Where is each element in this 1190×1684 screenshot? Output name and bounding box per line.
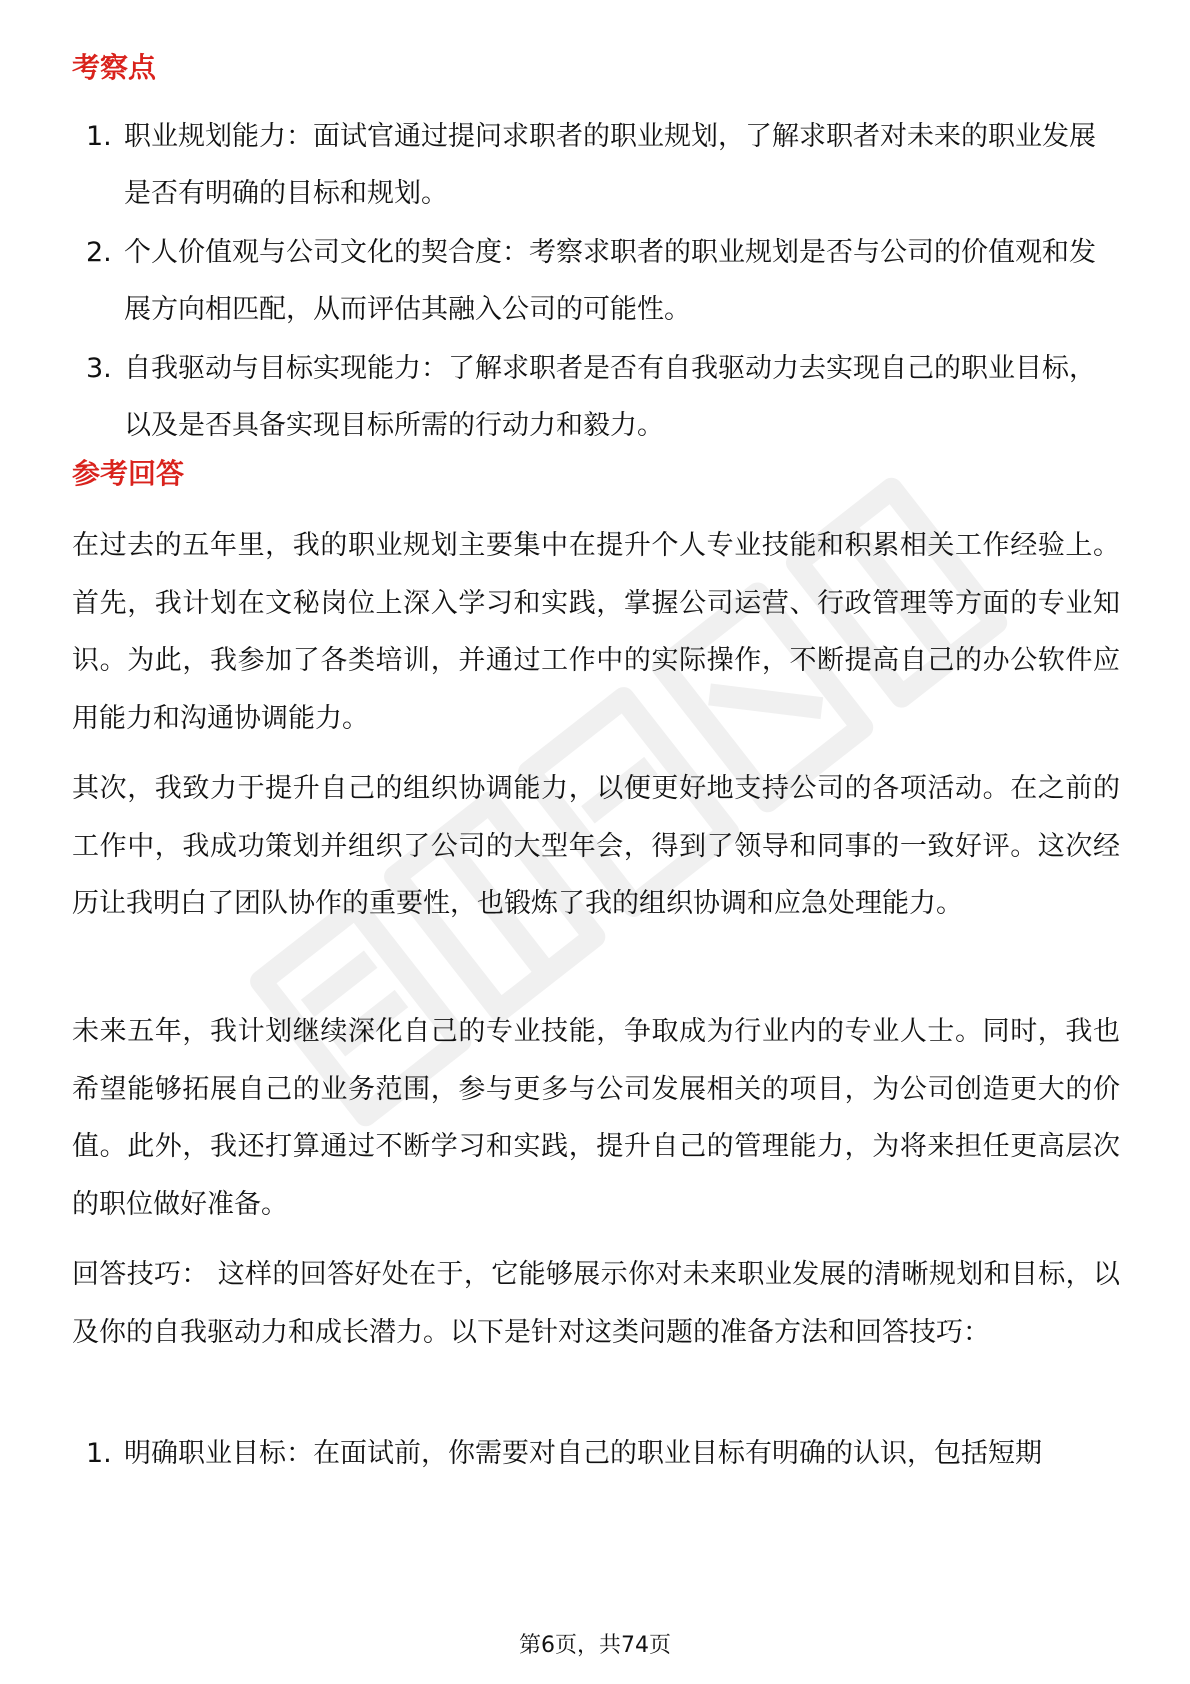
list-item-text: 自我驱动与目标实现能力：了解求职者是否有自我驱动力去实现自己的职业目标，以及是否具备实现目标所需的行动力和毅力。	[124, 353, 1096, 441]
answer-paragraph: 其次，我致力于提升自己的组织协调能力，以便更好地支持公司的各项活动。在之前的工作中，我成功策划并组织了公司的大型年会，得到了领导和同事的一致好评。这次经历让我明白了团队协作的重要性，也锻炼了我的组织协调和应急处理能力。	[72, 773, 1120, 919]
list-item	[72, 224, 1120, 338]
list-item	[72, 108, 1120, 222]
list-item-text: 职业规划能力：面试官通过提问求职者的职业规划，了解求职者对未来的职业发展是否有明确的目标和规划。	[124, 121, 1096, 209]
list-item	[72, 1425, 1120, 1482]
answer-paragraph: 未来五年，我计划继续深化自己的专业技能，争取成为行业内的专业人士。同时，我也希望能够拓展自己的业务范围，参与更多与公司发展相关的项目，为公司创造更大的价值。此外，我还打算通过不断学习和实践，提升自己的管理能力，为将来担任更高层次的职位做好准备。	[72, 1016, 1120, 1220]
answer-heading: 参考回答	[72, 457, 185, 490]
focus-heading: 考察点	[72, 51, 157, 84]
list-item-text: 个人价值观与公司文化的契合度：考察求职者的职业规划是否与公司的价值观和发展方向相匹配，从而评估其融入公司的可能性。	[124, 237, 1096, 325]
list-item	[72, 340, 1120, 454]
list-item-number: 1.	[86, 121, 112, 152]
list-item-number: 2.	[86, 237, 112, 268]
tips-list	[72, 1425, 1120, 1484]
list-item-number: 1.	[86, 1438, 112, 1469]
tips-intro-paragraph: 回答技巧： 这样的回答好处在于，它能够展示你对未来职业发展的清晰规划和目标，以及你的自我驱动力和成长潜力。以下是针对这类问题的准备方法和回答技巧：	[72, 1259, 1120, 1348]
page-number-footer: 第6页，共74页	[519, 1633, 671, 1658]
focus-list	[72, 108, 1120, 456]
answer-paragraph: 在过去的五年里，我的职业规划主要集中在提升个人专业技能和积累相关工作经验上。首先，我计划在文秘岗位上深入学习和实践，掌握公司运营、行政管理等方面的专业知识。为此，我参加了各类培训，并通过工作中的实际操作，不断提高自己的办公软件应用能力和沟通协调能力。	[72, 530, 1120, 734]
list-item-text: 明确职业目标：在面试前，你需要对自己的职业目标有明确的认识，包括短期	[124, 1438, 1042, 1469]
list-item-number: 3.	[86, 353, 112, 384]
